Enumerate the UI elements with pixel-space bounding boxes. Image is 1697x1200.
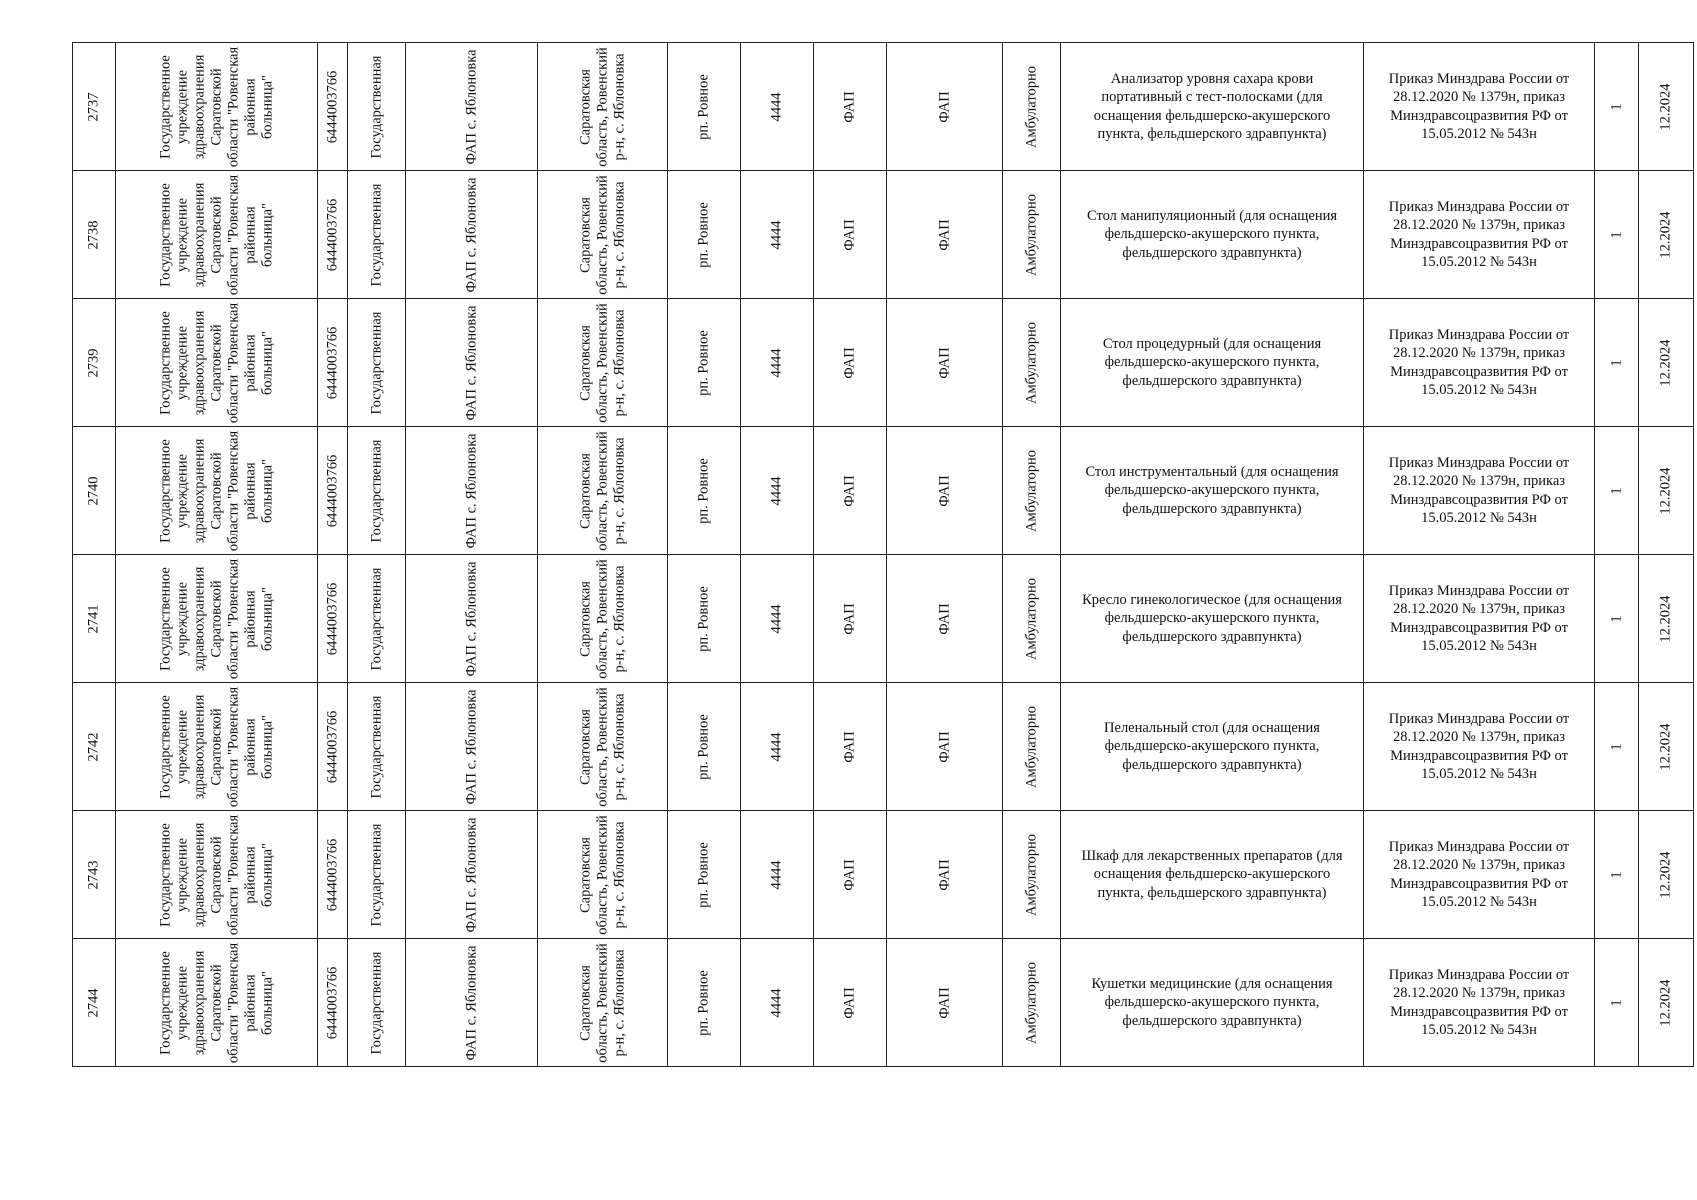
code-cell xyxy=(741,171,814,299)
locality-cell-text: рп. Ровное xyxy=(695,969,712,1036)
address-cell xyxy=(538,171,668,299)
inn-cell xyxy=(318,171,348,299)
table-row xyxy=(73,427,1694,555)
locality-cell xyxy=(668,683,741,811)
date-cell-text: 12.2024 xyxy=(1657,466,1674,515)
organization-cell-text: Государственное учреждение здравоохранения Саратовской области "Ровенская районная больница" xyxy=(157,814,275,935)
inn-cell xyxy=(318,555,348,683)
subtype-cell-text: ФАП xyxy=(936,218,952,251)
ownership-cell-text: Государственная xyxy=(368,695,384,798)
table-row xyxy=(73,555,1694,683)
unit-cell-text: ФАП с. Яблоновка xyxy=(463,304,479,421)
care-form-cell-text: Амбулаторно xyxy=(1023,193,1039,276)
equipment-table xyxy=(72,42,1694,1067)
type-cell-text: ФАП xyxy=(841,730,858,763)
unit-cell xyxy=(406,683,538,811)
inn-cell xyxy=(318,299,348,427)
row-number-cell xyxy=(73,683,116,811)
type-cell-text: ФАП xyxy=(841,90,858,123)
row-number-cell xyxy=(73,171,116,299)
type-cell-text: ФАП xyxy=(841,986,858,1019)
legal-basis-cell xyxy=(1364,683,1595,811)
row-number-cell-text: 2740 xyxy=(85,476,102,505)
locality-cell xyxy=(668,171,741,299)
unit-cell-text: ФАП с. Яблоновка xyxy=(463,432,479,549)
table-row xyxy=(73,811,1694,939)
type-cell xyxy=(814,683,887,811)
locality-cell-text: рп. Ровное xyxy=(695,713,712,780)
date-cell-text: 12.2024 xyxy=(1657,82,1674,131)
row-number-cell-text: 2743 xyxy=(85,860,102,889)
legal-basis-cell-text: Приказ Минздрава России от 28.12.2020 № 1379н, приказ Минздравсоцразвития РФ от 15.05.2012 № 543н xyxy=(1388,582,1570,654)
row-number-cell-text: 2741 xyxy=(85,604,102,633)
quantity-cell xyxy=(1595,171,1639,299)
organization-cell-text: Государственное учреждение здравоохранения Саратовской области "Ровенская районная больница" xyxy=(157,46,275,167)
care-form-cell xyxy=(1003,811,1061,939)
subtype-cell-text: ФАП xyxy=(936,858,952,891)
date-cell xyxy=(1639,171,1694,299)
legal-basis-cell xyxy=(1364,555,1595,683)
equipment-name-cell-text: Стол инструментальный (для оснащения фельдшерско-акушерского пункта, фельдшерского здравпункта) xyxy=(1085,463,1339,517)
date-cell xyxy=(1639,43,1694,171)
subtype-cell xyxy=(887,299,1003,427)
address-cell xyxy=(538,683,668,811)
ownership-cell-text: Государственная xyxy=(368,183,384,286)
quantity-cell xyxy=(1595,427,1639,555)
address-cell xyxy=(538,427,668,555)
care-form-cell xyxy=(1003,299,1061,427)
address-cell-text: Саратовская область, Ровенский р-н, с. Яблоновка xyxy=(577,174,627,295)
legal-basis-cell-text: Приказ Минздрава России от 28.12.2020 № 1379н, приказ Минздравсоцразвития РФ от 15.05.2012 № 543н xyxy=(1388,198,1570,270)
table-row xyxy=(73,171,1694,299)
address-cell-text: Саратовская область, Ровенский р-н, с. Яблоновка xyxy=(577,942,627,1063)
care-form-cell xyxy=(1003,43,1061,171)
unit-cell-text: ФАП с. Яблоновка xyxy=(463,688,479,805)
address-cell xyxy=(538,43,668,171)
quantity-cell-text: 1 xyxy=(1608,742,1624,751)
care-form-cell-text: Амбулаторно xyxy=(1023,577,1039,660)
locality-cell-text: рп. Ровное xyxy=(695,585,712,652)
legal-basis-cell xyxy=(1364,427,1595,555)
type-cell xyxy=(814,811,887,939)
ownership-cell-text: Государственная xyxy=(368,55,384,158)
quantity-cell-text: 1 xyxy=(1608,870,1624,879)
organization-cell xyxy=(116,299,318,427)
legal-basis-cell-text: Приказ Минздрава России от 28.12.2020 № 1379н, приказ Минздравсоцразвития РФ от 15.05.2012 № 543н xyxy=(1388,966,1570,1038)
table-row xyxy=(73,683,1694,811)
row-number-cell-text: 2737 xyxy=(85,92,102,121)
equipment-name-cell-text: Кресло гинекологическое (для оснащения фельдшерско-акушерского пункта, фельдшерского здравпункта) xyxy=(1082,591,1342,645)
subtype-cell xyxy=(887,939,1003,1067)
inn-cell-text: 6444003766 xyxy=(324,838,340,911)
date-cell xyxy=(1639,939,1694,1067)
code-cell-text: 4444 xyxy=(768,988,785,1017)
address-cell-text: Саратовская область, Ровенский р-н, с. Яблоновка xyxy=(577,430,627,551)
equipment-name-cell xyxy=(1061,43,1364,171)
code-cell-text: 4444 xyxy=(768,92,785,121)
row-number-cell xyxy=(73,299,116,427)
organization-cell-text: Государственное учреждение здравоохранения Саратовской области "Ровенская районная больница" xyxy=(157,174,275,295)
organization-cell xyxy=(116,811,318,939)
date-cell xyxy=(1639,427,1694,555)
type-cell-text: ФАП xyxy=(841,346,858,379)
legal-basis-cell-text: Приказ Минздрава России от 28.12.2020 № 1379н, приказ Минздравсоцразвития РФ от 15.05.2012 № 543н xyxy=(1388,70,1570,142)
quantity-cell-text: 1 xyxy=(1608,614,1624,623)
care-form-cell-text: Амбулаторно xyxy=(1023,961,1039,1044)
type-cell xyxy=(814,939,887,1067)
care-form-cell xyxy=(1003,683,1061,811)
row-number-cell xyxy=(73,43,116,171)
inn-cell-text: 6444003766 xyxy=(324,454,340,527)
ownership-cell-text: Государственная xyxy=(368,823,384,926)
legal-basis-cell xyxy=(1364,171,1595,299)
date-cell-text: 12.2024 xyxy=(1657,594,1674,643)
subtype-cell-text: ФАП xyxy=(936,602,952,635)
ownership-cell xyxy=(348,555,406,683)
row-number-cell xyxy=(73,427,116,555)
date-cell xyxy=(1639,811,1694,939)
organization-cell xyxy=(116,427,318,555)
quantity-cell-text: 1 xyxy=(1608,486,1624,495)
code-cell-text: 4444 xyxy=(768,476,785,505)
locality-cell xyxy=(668,555,741,683)
legal-basis-cell xyxy=(1364,299,1595,427)
quantity-cell xyxy=(1595,939,1639,1067)
legal-basis-cell-text: Приказ Минздрава России от 28.12.2020 № 1379н, приказ Минздравсоцразвития РФ от 15.05.2012 № 543н xyxy=(1388,838,1570,910)
equipment-name-cell-text: Кушетки медицинские (для оснащения фельдшерско-акушерского пункта, фельдшерского здравпункта) xyxy=(1091,975,1333,1029)
table-row xyxy=(73,43,1694,171)
date-cell xyxy=(1639,299,1694,427)
code-cell xyxy=(741,939,814,1067)
code-cell-text: 4444 xyxy=(768,220,785,249)
row-number-cell-text: 2744 xyxy=(85,988,102,1017)
quantity-cell-text: 1 xyxy=(1608,358,1624,367)
organization-cell xyxy=(116,171,318,299)
type-cell xyxy=(814,427,887,555)
subtype-cell xyxy=(887,171,1003,299)
quantity-cell xyxy=(1595,683,1639,811)
table-row xyxy=(73,939,1694,1067)
ownership-cell xyxy=(348,299,406,427)
subtype-cell xyxy=(887,555,1003,683)
locality-cell-text: рп. Ровное xyxy=(695,329,712,396)
date-cell-text: 12.2024 xyxy=(1657,338,1674,387)
care-form-cell xyxy=(1003,555,1061,683)
address-cell-text: Саратовская область, Ровенский р-н, с. Яблоновка xyxy=(577,814,627,935)
subtype-cell-text: ФАП xyxy=(936,90,952,123)
legal-basis-cell-text: Приказ Минздрава России от 28.12.2020 № 1379н, приказ Минздравсоцразвития РФ от 15.05.2012 № 543н xyxy=(1388,326,1570,398)
care-form-cell-text: Амбулаторно xyxy=(1023,833,1039,916)
locality-cell xyxy=(668,427,741,555)
equipment-name-cell xyxy=(1061,811,1364,939)
locality-cell-text: рп. Ровное xyxy=(695,201,712,268)
type-cell-text: ФАП xyxy=(841,858,858,891)
organization-cell xyxy=(116,555,318,683)
type-cell xyxy=(814,555,887,683)
ownership-cell-text: Государственная xyxy=(368,951,384,1054)
subtype-cell xyxy=(887,683,1003,811)
date-cell-text: 12.2024 xyxy=(1657,978,1674,1027)
date-cell xyxy=(1639,555,1694,683)
unit-cell xyxy=(406,43,538,171)
organization-cell xyxy=(116,683,318,811)
equipment-name-cell-text: Анализатор уровня сахара крови портативный с тест-полосками (для оснащения фельдшерско-акушерского пункта, фельдшерского здравпункта) xyxy=(1093,70,1331,142)
unit-cell-text: ФАП с. Яблоновка xyxy=(463,560,479,677)
code-cell xyxy=(741,43,814,171)
type-cell-text: ФАП xyxy=(841,602,858,635)
subtype-cell xyxy=(887,427,1003,555)
address-cell-text: Саратовская область, Ровенский р-н, с. Яблоновка xyxy=(577,302,627,423)
date-cell-text: 12.2024 xyxy=(1657,210,1674,259)
unit-cell xyxy=(406,299,538,427)
legal-basis-cell-text: Приказ Минздрава России от 28.12.2020 № 1379н, приказ Минздравсоцразвития РФ от 15.05.2012 № 543н xyxy=(1388,710,1570,782)
unit-cell-text: ФАП с. Яблоновка xyxy=(463,176,479,293)
care-form-cell xyxy=(1003,171,1061,299)
quantity-cell-text: 1 xyxy=(1608,998,1624,1007)
address-cell xyxy=(538,939,668,1067)
equipment-name-cell xyxy=(1061,299,1364,427)
care-form-cell-text: Амбулаторно xyxy=(1023,705,1039,788)
code-cell-text: 4444 xyxy=(768,860,785,889)
inn-cell xyxy=(318,683,348,811)
unit-cell-text: ФАП с. Яблоновка xyxy=(463,48,479,165)
organization-cell xyxy=(116,939,318,1067)
ownership-cell xyxy=(348,683,406,811)
row-number-cell-text: 2739 xyxy=(85,348,102,377)
unit-cell-text: ФАП с. Яблоновка xyxy=(463,816,479,933)
legal-basis-cell xyxy=(1364,43,1595,171)
ownership-cell xyxy=(348,171,406,299)
equipment-name-cell-text: Стол манипуляционный (для оснащения фельдшерско-акушерского пункта, фельдшерского здравпункта) xyxy=(1086,207,1338,261)
locality-cell-text: рп. Ровное xyxy=(695,457,712,524)
code-cell xyxy=(741,555,814,683)
equipment-name-cell-text: Пеленальный стол (для оснащения фельдшерско-акушерского пункта, фельдшерского здравпункта) xyxy=(1104,719,1320,773)
unit-cell xyxy=(406,811,538,939)
table-row xyxy=(73,299,1694,427)
row-number-cell-text: 2738 xyxy=(85,220,102,249)
locality-cell-text: рп. Ровное xyxy=(695,73,712,140)
row-number-cell xyxy=(73,939,116,1067)
unit-cell xyxy=(406,555,538,683)
inn-cell-text: 6444003766 xyxy=(324,710,340,783)
ownership-cell xyxy=(348,427,406,555)
care-form-cell-text: Амбулаторно xyxy=(1023,65,1039,148)
code-cell xyxy=(741,299,814,427)
ownership-cell-text: Государственная xyxy=(368,311,384,414)
legal-basis-cell-text: Приказ Минздрава России от 28.12.2020 № 1379н, приказ Минздравсоцразвития РФ от 15.05.2012 № 543н xyxy=(1388,454,1570,526)
row-number-cell xyxy=(73,811,116,939)
inn-cell-text: 6444003766 xyxy=(324,326,340,399)
row-number-cell-text: 2742 xyxy=(85,732,102,761)
equipment-name-cell-text: Шкаф для лекарственных препаратов (для оснащения фельдшерско-акушерского пункта, фельдшерского здравпункта) xyxy=(1081,847,1343,901)
equipment-name-cell xyxy=(1061,683,1364,811)
date-cell-text: 12.2024 xyxy=(1657,722,1674,771)
code-cell-text: 4444 xyxy=(768,732,785,761)
equipment-name-cell xyxy=(1061,555,1364,683)
quantity-cell xyxy=(1595,43,1639,171)
inn-cell xyxy=(318,43,348,171)
inn-cell xyxy=(318,427,348,555)
type-cell-text: ФАП xyxy=(841,474,858,507)
organization-cell-text: Государственное учреждение здравоохранения Саратовской области "Ровенская районная больница" xyxy=(157,942,275,1063)
unit-cell xyxy=(406,427,538,555)
inn-cell-text: 6444003766 xyxy=(324,70,340,143)
equipment-name-cell xyxy=(1061,171,1364,299)
equipment-name-cell xyxy=(1061,427,1364,555)
subtype-cell-text: ФАП xyxy=(936,474,952,507)
quantity-cell-text: 1 xyxy=(1608,230,1624,239)
type-cell xyxy=(814,299,887,427)
inn-cell xyxy=(318,811,348,939)
organization-cell-text: Государственное учреждение здравоохранения Саратовской области "Ровенская районная больница" xyxy=(157,558,275,679)
locality-cell xyxy=(668,811,741,939)
quantity-cell xyxy=(1595,299,1639,427)
quantity-cell-text: 1 xyxy=(1608,102,1624,111)
address-cell xyxy=(538,811,668,939)
locality-cell-text: рп. Ровное xyxy=(695,841,712,908)
code-cell-text: 4444 xyxy=(768,604,785,633)
care-form-cell-text: Амбулаторно xyxy=(1023,321,1039,404)
locality-cell xyxy=(668,939,741,1067)
code-cell-text: 4444 xyxy=(768,348,785,377)
equipment-name-cell-text: Стол процедурный (для оснащения фельдшерско-акушерского пункта, фельдшерского здравпункта) xyxy=(1102,335,1322,389)
organization-cell xyxy=(116,43,318,171)
quantity-cell xyxy=(1595,811,1639,939)
code-cell xyxy=(741,683,814,811)
quantity-cell xyxy=(1595,555,1639,683)
care-form-cell xyxy=(1003,939,1061,1067)
address-cell-text: Саратовская область, Ровенский р-н, с. Яблоновка xyxy=(577,46,627,167)
date-cell-text: 12.2024 xyxy=(1657,850,1674,899)
code-cell xyxy=(741,427,814,555)
address-cell-text: Саратовская область, Ровенский р-н, с. Яблоновка xyxy=(577,686,627,807)
ownership-cell xyxy=(348,811,406,939)
inn-cell-text: 6444003766 xyxy=(324,198,340,271)
locality-cell xyxy=(668,299,741,427)
unit-cell xyxy=(406,171,538,299)
legal-basis-cell xyxy=(1364,811,1595,939)
ownership-cell xyxy=(348,939,406,1067)
ownership-cell-text: Государственная xyxy=(368,439,384,542)
equipment-name-cell xyxy=(1061,939,1364,1067)
organization-cell-text: Государственное учреждение здравоохранения Саратовской области "Ровенская районная больница" xyxy=(157,430,275,551)
type-cell xyxy=(814,171,887,299)
subtype-cell-text: ФАП xyxy=(936,730,952,763)
address-cell xyxy=(538,299,668,427)
organization-cell-text: Государственное учреждение здравоохранения Саратовской области "Ровенская районная больница" xyxy=(157,302,275,423)
equipment-table-body xyxy=(73,43,1694,1067)
organization-cell-text: Государственное учреждение здравоохранения Саратовской области "Ровенская районная больница" xyxy=(157,686,275,807)
code-cell xyxy=(741,811,814,939)
type-cell xyxy=(814,43,887,171)
care-form-cell xyxy=(1003,427,1061,555)
subtype-cell xyxy=(887,43,1003,171)
ownership-cell-text: Государственная xyxy=(368,567,384,670)
address-cell-text: Саратовская область, Ровенский р-н, с. Яблоновка xyxy=(577,558,627,679)
care-form-cell-text: Амбулаторно xyxy=(1023,449,1039,532)
unit-cell-text: ФАП с. Яблоновка xyxy=(463,944,479,1061)
ownership-cell xyxy=(348,43,406,171)
subtype-cell-text: ФАП xyxy=(936,346,952,379)
equipment-register-sheet xyxy=(72,42,1678,1064)
inn-cell-text: 6444003766 xyxy=(324,966,340,1039)
type-cell-text: ФАП xyxy=(841,218,858,251)
inn-cell xyxy=(318,939,348,1067)
legal-basis-cell xyxy=(1364,939,1595,1067)
address-cell xyxy=(538,555,668,683)
unit-cell xyxy=(406,939,538,1067)
subtype-cell-text: ФАП xyxy=(936,986,952,1019)
subtype-cell xyxy=(887,811,1003,939)
locality-cell xyxy=(668,43,741,171)
row-number-cell xyxy=(73,555,116,683)
inn-cell-text: 6444003766 xyxy=(324,582,340,655)
date-cell xyxy=(1639,683,1694,811)
